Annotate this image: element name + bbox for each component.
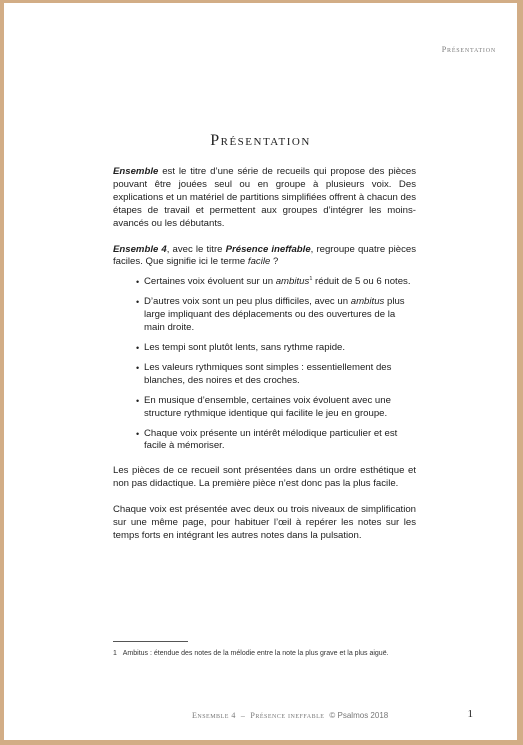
collection-text-2: , regroupe quatre pièces faciles. Que signifie ici le terme: [113, 243, 416, 268]
intro-paragraph: [113, 166, 416, 231]
ambitus-term: ambitus: [275, 276, 310, 288]
page-footer: [192, 711, 388, 720]
document-page: [4, 3, 517, 740]
bullet-list: [113, 276, 416, 453]
list-item: [136, 296, 416, 335]
simplification-paragraph: Chaque voix est présentée avec deux ou trois niveaux de simplification sur une même page, pour habituer l’œil à repérer les notes sur les temps forts en intégrant les autres notes dans la pulsation.: [113, 504, 416, 541]
list-item: [136, 276, 416, 289]
list-item: • Chaque voix présente un intérêt mélodique particulier et est facile à mémoriser.: [136, 428, 416, 454]
order-paragraph: Les pièces de ce recueil sont présentées dans un ordre esthétique et non pas didactique. La première pièce n’est donc pas la plus facile.: [113, 465, 416, 490]
list-item: • En musique d’ensemble, certaines voix évoluent avec une structure rythmique identique qui facilite le jeu en groupe.: [136, 395, 416, 421]
collection-paragraph: [113, 244, 416, 270]
footer-separator: –: [240, 711, 246, 720]
body-text: [113, 166, 416, 543]
page-number: 1: [467, 708, 473, 720]
footnote: [113, 649, 416, 659]
ambitus-term: ambitus: [350, 296, 385, 308]
collection-subtitle: Présence ineffable: [225, 243, 311, 255]
bullet-text: Certaines voix évoluent sur un: [144, 276, 276, 288]
intro-bold-term: Ensemble: [113, 166, 159, 177]
list-item: • Les valeurs rythmiques sont simples : essentiellement des blanches, des noires et des croches.: [136, 362, 416, 388]
list-item: • Les tempi sont plutôt lents, sans rythme rapide.: [136, 342, 416, 355]
bullet-text: D’autres voix sont un peu plus difficiles, avec un: [144, 296, 351, 308]
page-title: Présentation: [210, 132, 311, 149]
bullet-text: réduit de 5 ou 6 notes.: [312, 276, 411, 288]
footnote-number: 1: [113, 650, 117, 657]
collection-text-3: ?: [270, 256, 279, 268]
footnote-text: Ambitus : étendue des notes de la mélodie entre la note la plus grave et la plus aiguë.: [122, 650, 389, 657]
footer-copyright: © Psalmos 2018: [329, 711, 389, 720]
bullet-text: plus large impliquant des déplacements ou des ouvertures de la main droite.: [144, 296, 405, 334]
running-header: Présentation: [441, 45, 496, 54]
collection-text-1: , avec le titre: [166, 243, 226, 255]
footnote-divider: [113, 641, 188, 642]
footer-series: Ensemble 4: [192, 711, 236, 720]
footnote-marker: 1: [309, 276, 313, 283]
collection-title: Ensemble 4: [113, 243, 167, 255]
intro-text: est le titre d’une série de recueils qui propose des pièces pouvant être jouées seul ou en groupe à plusieurs voix. Des explications et un matériel de partitions simplifiées offrent à chacun des étapes de travail et permettent aux groupes d’intégrer les moins-avancés ou les débutants.: [113, 166, 416, 229]
facile-term: facile: [247, 256, 271, 268]
footer-subtitle: Présence ineffable: [250, 711, 325, 720]
